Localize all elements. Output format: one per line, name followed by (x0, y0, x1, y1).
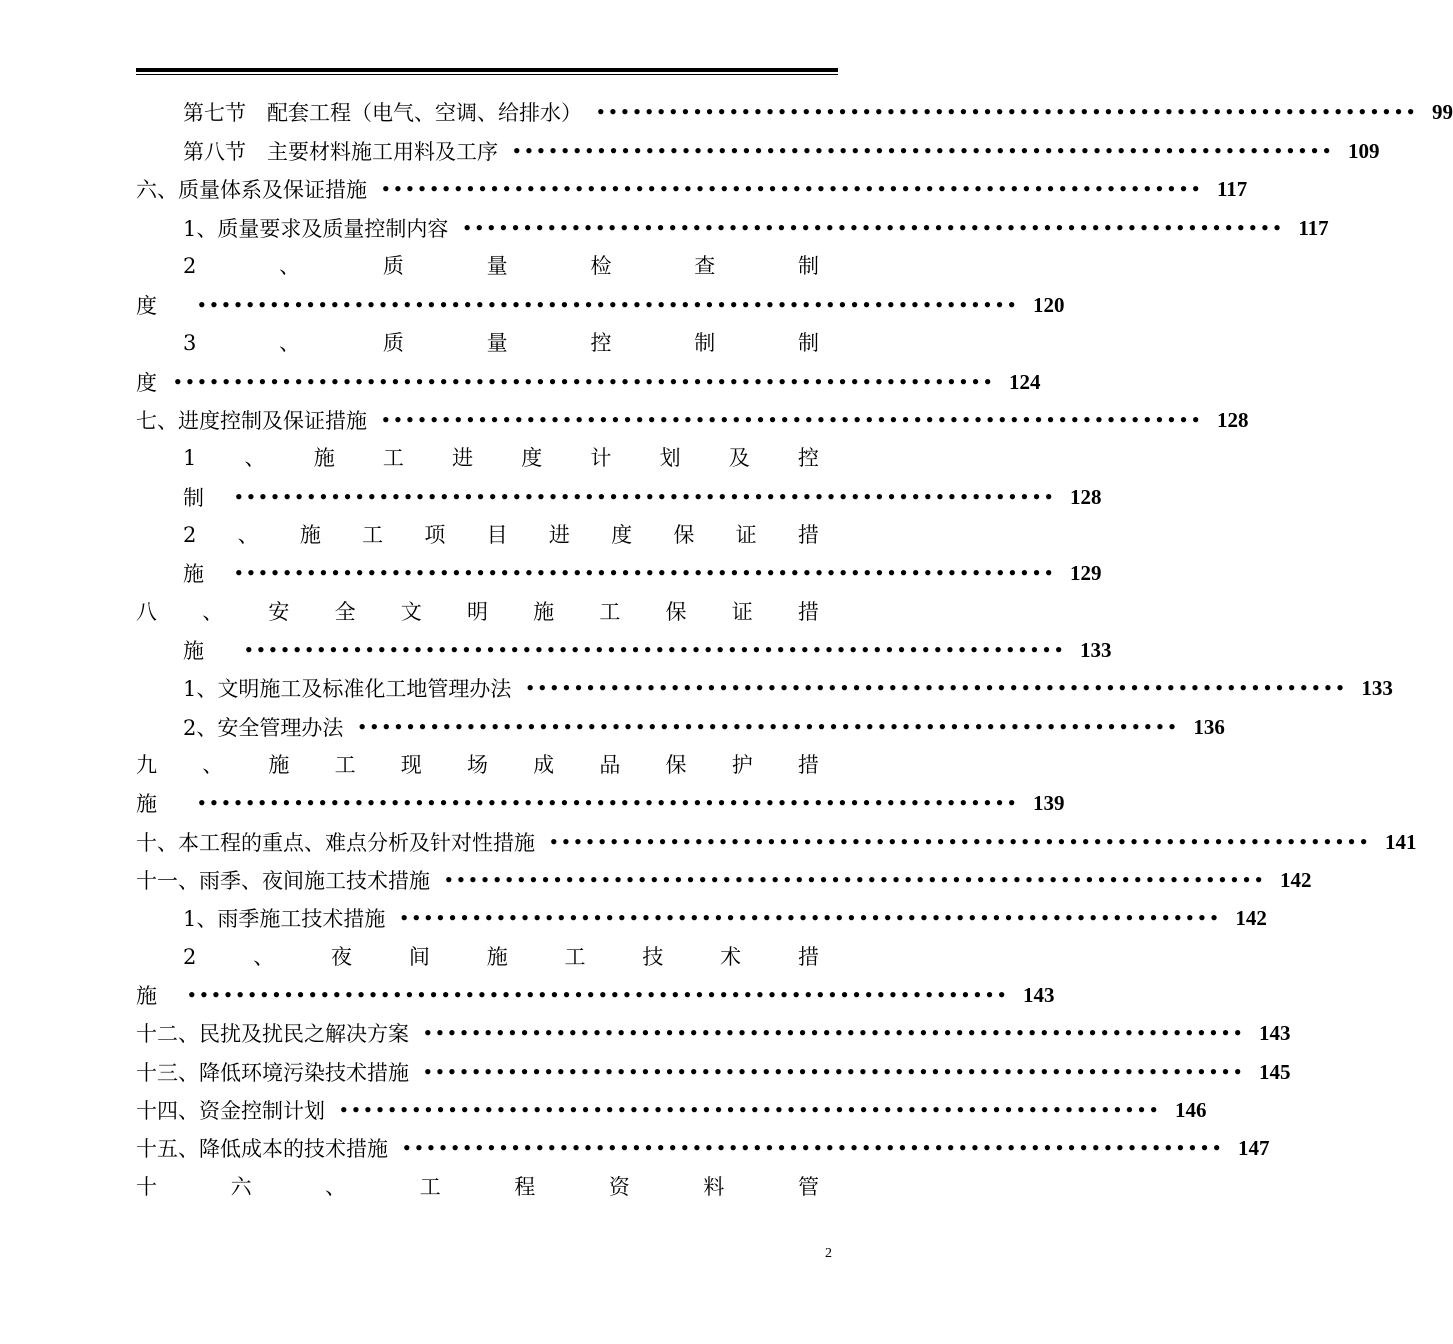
toc-char: 2 (183, 523, 197, 547)
toc-entry-6-3-line1[interactable] (183, 327, 819, 359)
toc-leader: •••••••••••••••••••••••••••••••••••••••••••••••••••••••••••••••••••• (423, 1063, 1245, 1081)
toc-label: 六、质量体系及保证措施 (136, 178, 367, 202)
toc-leader: •••••••••••••••••••••••••••••••••••••••••••••••••••••••••••••••••••• (525, 679, 1348, 697)
toc-char: 安 (268, 600, 290, 624)
toc-char: 证 (735, 523, 757, 547)
toc-page: 120 (1032, 292, 1065, 317)
toc-entry-chapter-11[interactable] (136, 864, 1312, 896)
toc-char: 制 (797, 331, 819, 355)
toc-leader: •••••••••••••••••••••••••••••••••••••••••••••••••••••••••••••••••••• (462, 219, 1285, 237)
toc-entry-7-1-line1[interactable] (183, 442, 819, 474)
toc-char: 量 (486, 254, 508, 278)
toc-char: 工 (419, 1175, 441, 1199)
toc-entry-chapter-9-line1[interactable] (136, 749, 819, 781)
toc-entry-6-1[interactable] (183, 212, 1329, 244)
toc-char: 、 (279, 331, 301, 355)
toc-char: 度 (611, 523, 633, 547)
toc-label: 制 (183, 486, 204, 510)
toc-char: 施 (299, 523, 321, 547)
toc-char: 施 (533, 600, 555, 624)
toc-entry-section-7[interactable] (183, 96, 1453, 128)
toc-entry-7-2-line2[interactable] (183, 557, 1102, 589)
toc-leader: •••••••••••••••••••••••••••••••••••••••••••••••••••••••••••••••••••• (512, 142, 1334, 160)
toc-entry-chapter-10[interactable] (136, 826, 1417, 858)
toc-char: 管 (797, 1175, 819, 1199)
toc-label: 十五、降低成本的技术措施 (136, 1137, 388, 1161)
toc-char: 技 (642, 945, 664, 969)
toc-char: 查 (694, 254, 716, 278)
toc-entry-chapter-12[interactable] (136, 1017, 1291, 1049)
toc-page: 117 (1216, 176, 1248, 201)
toc-leader: •••••••••••••••••••••••••••••••••••••••••••••••••••••••••••••••••••• (549, 833, 1371, 851)
toc-page: 147 (1237, 1135, 1270, 1160)
toc-page: 143 (1258, 1020, 1291, 1045)
toc-char: 术 (720, 945, 742, 969)
toc-entry-11-1[interactable] (183, 902, 1267, 934)
toc-char: 、 (202, 600, 224, 624)
toc-label: 度 (136, 294, 157, 318)
toc-label: 1、质量要求及质量控制内容 (183, 217, 449, 241)
toc-char: 2 (183, 945, 197, 969)
toc-char: 工 (362, 523, 384, 547)
toc-char: 、 (244, 446, 266, 470)
toc-page: 99 (1431, 99, 1453, 124)
toc-char: 十 (136, 1175, 157, 1199)
toc-page: 128 (1069, 484, 1102, 509)
toc-char: 质 (382, 331, 404, 355)
toc-label: 1、文明施工及标准化工地管理办法 (183, 677, 512, 701)
toc-char: 制 (797, 254, 819, 278)
toc-char: 夜 (331, 945, 353, 969)
toc-leader: •••••••••••••••••••••••••••••••••••••••••••••••••••••••••••••••••••• (381, 411, 1203, 429)
toc-leader: •••••••••••••••••••••••••••••••••••••••••••••••••••••••••••••••••••• (357, 718, 1180, 736)
toc-entry-6-2-line1[interactable] (183, 250, 819, 282)
page-number: 2 (825, 1246, 832, 1261)
toc-label: 1、雨季施工技术措施 (183, 907, 386, 931)
toc-char: 3 (183, 331, 197, 355)
toc-entry-chapter-15[interactable] (136, 1132, 1270, 1164)
toc-char: 间 (408, 945, 430, 969)
toc-entry-6-2-line2[interactable] (136, 289, 1065, 321)
toc-entry-6-3-line2[interactable] (136, 366, 1041, 398)
toc-char: 划 (659, 446, 681, 470)
toc-label: 十三、降低环境污染技术措施 (136, 1061, 409, 1085)
toc-leader: •••••••••••••••••••••••••••••••••••••••••••••••••••••••••••••••••••• (339, 1101, 1161, 1119)
toc-char: 施 (268, 753, 290, 777)
toc-label: 第七节 配套工程（电气、空调、给排水） (183, 101, 582, 125)
toc-leader: •••••••••••••••••••••••••••••••••••••••••••••••••••••••••••••••••••• (596, 103, 1418, 121)
toc-label: 十一、雨季、夜间施工技术措施 (136, 869, 430, 893)
toc-char: 及 (728, 446, 750, 470)
toc-char: 六 (230, 1175, 252, 1199)
toc-leader: •••••••••••••••••••••••••••••••••••••••••••••••••••••••••••••••••••• (234, 564, 1056, 582)
toc-entry-section-8[interactable] (183, 135, 1380, 167)
toc-page: 128 (1216, 407, 1249, 432)
toc-page: 136 (1193, 714, 1225, 739)
toc-char: 控 (590, 331, 612, 355)
toc-leader: •••••••••••••••••••••••••••••••••••••••••••••••••••••••••••••••••••• (173, 373, 995, 391)
toc-entry-chapter-8-line2[interactable] (183, 634, 1112, 666)
toc-char: 品 (599, 753, 621, 777)
toc-label: 度 (136, 371, 157, 395)
toc-char: 护 (731, 753, 753, 777)
toc-char: 措 (797, 753, 819, 777)
toc-char: 措 (797, 600, 819, 624)
toc-entry-chapter-8-line1[interactable] (136, 596, 819, 628)
toc-char: 工 (564, 945, 586, 969)
toc-char: 、 (325, 1175, 347, 1199)
toc-label: 施 (136, 984, 157, 1008)
toc-char: 计 (590, 446, 612, 470)
toc-page: 117 (1298, 215, 1329, 240)
toc-label: 施 (136, 792, 157, 816)
toc-page: 145 (1258, 1059, 1291, 1084)
header-rule-thick (136, 68, 838, 72)
toc-char: 程 (514, 1175, 536, 1199)
toc-char: 2 (183, 254, 197, 278)
toc-char: 措 (797, 523, 819, 547)
toc-page: 146 (1174, 1097, 1207, 1122)
toc-label: 十四、资金控制计划 (136, 1099, 325, 1123)
toc-char: 场 (466, 753, 488, 777)
header-rule-thin (136, 74, 838, 75)
toc-label: 七、进度控制及保证措施 (136, 409, 367, 433)
toc-char: 工 (382, 446, 404, 470)
toc-page: 142 (1235, 905, 1267, 930)
toc-entry-11-2-line1[interactable] (183, 941, 819, 973)
toc-char: 检 (590, 254, 612, 278)
toc-leader: •••••••••••••••••••••••••••••••••••••••••••••••••••••••••••••••••••• (197, 296, 1019, 314)
toc-leader: •••••••••••••••••••••••••••••••••••••••••••••••••••••••••••••••••••• (234, 488, 1056, 506)
toc-char: 项 (424, 523, 446, 547)
toc-entry-7-1-line2[interactable] (183, 481, 1102, 513)
toc-entry-chapter-9-line2[interactable] (136, 787, 1065, 819)
toc-char: 度 (521, 446, 543, 470)
toc-entry-chapter-16-line1[interactable] (136, 1171, 819, 1203)
toc-page: 124 (1008, 369, 1041, 394)
toc-char: 证 (731, 600, 753, 624)
toc-leader: •••••••••••••••••••••••••••••••••••••••••••••••••••••••••••••••••••• (423, 1024, 1245, 1042)
toc-entry-chapter-14[interactable] (136, 1094, 1207, 1126)
toc-leader: •••••••••••••••••••••••••••••••••••••••••••••••••••••••••••••••••••• (399, 909, 1222, 927)
toc-char: 、 (237, 523, 259, 547)
toc-char: 质 (382, 254, 404, 278)
toc-label: 第八节 主要材料施工用料及工序 (183, 140, 498, 164)
toc-label: 十二、民扰及扰民之解决方案 (136, 1022, 409, 1046)
toc-char: 文 (400, 600, 422, 624)
toc-char: 现 (400, 753, 422, 777)
toc-char: 八 (136, 600, 157, 624)
toc-char: 制 (694, 331, 716, 355)
toc-leader: •••••••••••••••••••••••••••••••••••••••••••••••••••••••••••••••••••• (197, 794, 1019, 812)
toc-leader: •••••••••••••••••••••••••••••••••••••••••••••••••••••••••••••••••••• (444, 871, 1266, 889)
toc-char: 、 (253, 945, 275, 969)
toc-char: 工 (599, 600, 621, 624)
toc-page: 139 (1032, 790, 1065, 815)
toc-page: 142 (1279, 867, 1312, 892)
toc-label: 十、本工程的重点、难点分析及针对性措施 (136, 831, 535, 855)
toc-char: 目 (486, 523, 508, 547)
toc-leader: •••••••••••••••••••••••••••••••••••••••••••••••••••••••••••••••••••• (244, 641, 1066, 659)
toc-char: 量 (486, 331, 508, 355)
toc-page: 141 (1384, 829, 1417, 854)
toc-char: 料 (703, 1175, 725, 1199)
toc-char: 进 (452, 446, 474, 470)
toc-char: 1 (183, 446, 197, 470)
toc-entry-chapter-13[interactable] (136, 1056, 1291, 1088)
toc-entry-7-2-line1[interactable] (183, 519, 819, 551)
toc-char: 保 (665, 600, 687, 624)
toc-char: 措 (798, 945, 819, 969)
toc-char: 进 (548, 523, 570, 547)
toc-char: 九 (136, 753, 157, 777)
toc-char: 施 (313, 446, 335, 470)
toc-label: 施 (183, 562, 204, 586)
toc-char: 控 (797, 446, 819, 470)
toc-entry-chapter-7[interactable] (136, 404, 1249, 436)
toc-char: 成 (533, 753, 555, 777)
toc-page: 143 (1022, 982, 1055, 1007)
toc-entry-chapter-6[interactable] (136, 173, 1248, 205)
toc-char: 保 (665, 753, 687, 777)
toc-char: 全 (334, 600, 356, 624)
toc-leader: •••••••••••••••••••••••••••••••••••••••••••••••••••••••••••••••••••• (402, 1139, 1224, 1157)
toc-entry-11-2-line2[interactable] (136, 979, 1055, 1011)
toc-entry-8-2[interactable] (183, 711, 1225, 743)
toc-page: 109 (1347, 138, 1380, 163)
toc-page: 133 (1079, 637, 1112, 662)
toc-entry-8-1[interactable] (183, 672, 1393, 704)
toc-page: 133 (1361, 675, 1393, 700)
toc-char: 工 (334, 753, 356, 777)
toc-char: 资 (608, 1175, 630, 1199)
toc-leader: •••••••••••••••••••••••••••••••••••••••••••••••••••••••••••••••••••• (381, 180, 1203, 198)
toc-char: 、 (279, 254, 301, 278)
toc-char: 保 (673, 523, 695, 547)
toc-label: 2、安全管理办法 (183, 716, 344, 740)
toc-char: 明 (466, 600, 488, 624)
toc-char: 施 (486, 945, 508, 969)
toc-char: 、 (202, 753, 224, 777)
toc-leader: •••••••••••••••••••••••••••••••••••••••••••••••••••••••••••••••••••• (187, 986, 1009, 1004)
toc-page: 129 (1069, 560, 1102, 585)
toc-label: 施 (183, 639, 204, 663)
